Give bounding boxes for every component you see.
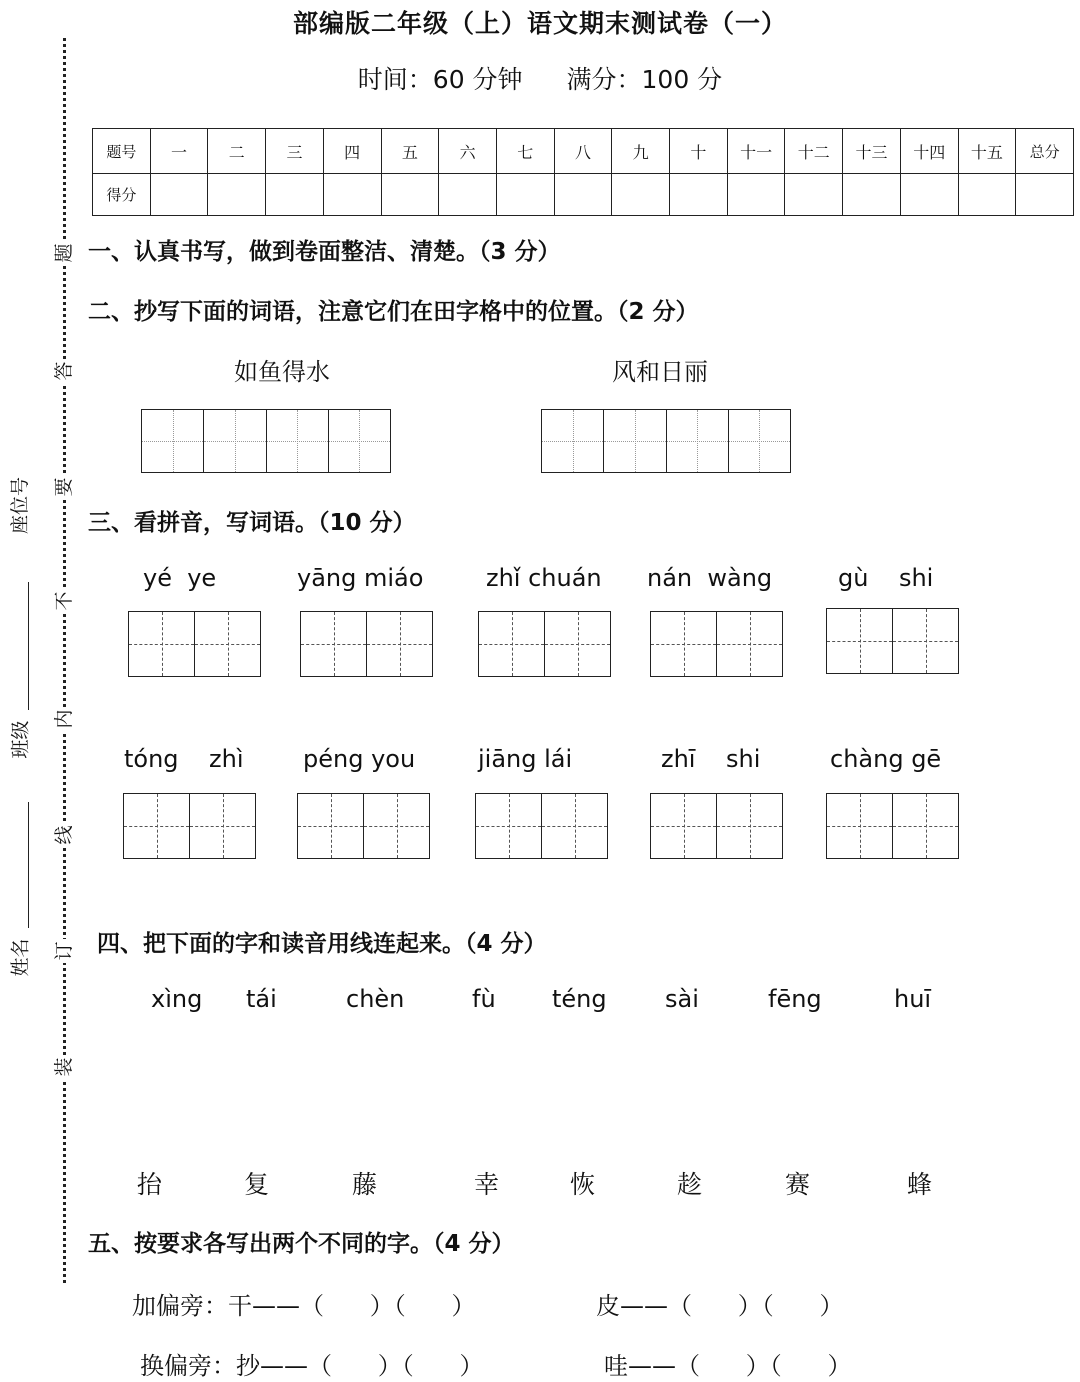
match-char[interactable]: 抬	[137, 1170, 163, 1199]
match-pinyin[interactable]: chèn	[346, 985, 405, 1013]
tianzi-grid[interactable]	[826, 793, 959, 859]
score-table-col: 六	[439, 129, 497, 174]
score-table-col: 四	[323, 129, 381, 174]
score-cell[interactable]	[1016, 174, 1074, 216]
tianzi-grid[interactable]	[478, 611, 611, 677]
section2-title: 二、抄写下面的词语，注意它们在田字格中的位置。（2 分）	[88, 299, 699, 325]
change-radical-row	[140, 1346, 484, 1381]
copy-word: 风和日丽	[612, 358, 708, 386]
tianzi-grid[interactable]	[297, 793, 430, 859]
match-pinyin[interactable]: fēng	[768, 985, 822, 1013]
score-cell[interactable]	[381, 174, 439, 216]
seat-number-label: 座位号	[9, 476, 32, 535]
grid-cell[interactable]	[195, 612, 260, 676]
score-cell[interactable]	[439, 174, 497, 216]
score-cell[interactable]	[612, 174, 670, 216]
match-char[interactable]: 复	[244, 1170, 270, 1199]
grid-cell[interactable]	[367, 612, 432, 676]
score-cell[interactable]	[266, 174, 324, 216]
pinyin-prompt: nán wàng	[647, 564, 773, 592]
page-title: 部编版二年级（上）语文期末测试卷（一）	[292, 9, 787, 38]
exam-time: 时间：60 分钟	[357, 65, 523, 94]
grid-cell[interactable]	[301, 612, 367, 676]
score-table	[92, 128, 1074, 216]
tianzi-grid[interactable]	[650, 611, 783, 677]
match-char[interactable]: 赛	[785, 1170, 811, 1199]
grid-cell[interactable]	[476, 794, 542, 858]
pinyin-prompt: gù shi	[838, 564, 934, 592]
score-table-col: 八	[554, 129, 612, 174]
match-pinyin[interactable]: sài	[665, 985, 699, 1013]
score-table-col: 二	[208, 129, 266, 174]
tianzi-grid[interactable]	[650, 793, 783, 859]
section3-title: 三、看拼音，写词语。（10 分）	[88, 510, 416, 536]
binding-char: 装	[53, 1055, 75, 1079]
score-table-col: 十四	[900, 129, 958, 174]
binding-dotted-line	[63, 38, 66, 1283]
grid-cell[interactable]	[651, 794, 717, 858]
binding-char: 内	[53, 707, 75, 731]
tianzi-grid[interactable]	[541, 409, 791, 473]
pinyin-prompt: zhī shi	[661, 745, 761, 773]
score-table-score-row	[93, 174, 1074, 216]
change-radical-item[interactable]: 抄——（ ）（ ）	[236, 1352, 484, 1380]
binding-char: 不	[53, 589, 75, 613]
pinyin-prompt: yé ye	[143, 564, 217, 592]
score-table-col: 十二	[785, 129, 843, 174]
pinyin-prompt: chàng gē	[830, 745, 942, 773]
score-cell[interactable]	[900, 174, 958, 216]
score-cell[interactable]	[208, 174, 266, 216]
class-label: 班级	[9, 720, 32, 759]
binding-char: 题	[53, 241, 75, 265]
score-table-row-label: 得分	[93, 174, 151, 216]
score-cell[interactable]	[958, 174, 1016, 216]
score-cell[interactable]	[843, 174, 901, 216]
grid-cell[interactable]	[827, 609, 893, 673]
grid-cell[interactable]	[204, 410, 266, 472]
tianzi-grid[interactable]	[123, 793, 256, 859]
score-table-header-row	[93, 129, 1074, 174]
match-char[interactable]: 幸	[474, 1170, 500, 1199]
binding-char: 要	[53, 475, 75, 499]
add-radical-row	[132, 1286, 476, 1321]
score-table-col: 九	[612, 129, 670, 174]
match-pinyin[interactable]: tái	[246, 985, 277, 1013]
score-table-col: 十一	[727, 129, 785, 174]
score-table-col: 十	[670, 129, 728, 174]
grid-cell[interactable]	[827, 794, 893, 858]
tianzi-grid[interactable]	[475, 793, 608, 859]
score-table-col: 十三	[843, 129, 901, 174]
class-line[interactable]	[28, 802, 29, 928]
pinyin-prompt: jiāng lái	[478, 745, 573, 773]
pinyin-prompt: tóng zhì	[124, 745, 244, 773]
grid-cell[interactable]	[604, 410, 666, 472]
score-cell[interactable]	[496, 174, 554, 216]
score-cell[interactable]	[785, 174, 843, 216]
match-pinyin[interactable]: fù	[472, 985, 496, 1013]
score-cell[interactable]	[150, 174, 208, 216]
score-table-col: 十五	[958, 129, 1016, 174]
score-table-col: 七	[496, 129, 554, 174]
score-table-col: 一	[150, 129, 208, 174]
grid-cell[interactable]	[542, 410, 604, 472]
score-table-row-label: 题号	[93, 129, 151, 174]
pinyin-prompt: zhǐ chuán	[486, 564, 602, 592]
grid-cell[interactable]	[729, 410, 790, 472]
section1-title: 一、认真书写，做到卷面整洁、清楚。（3 分）	[88, 239, 561, 265]
change-radical-label: 换偏旁：	[140, 1352, 236, 1380]
score-cell[interactable]	[323, 174, 381, 216]
grid-cell[interactable]	[893, 794, 958, 858]
section4-title: 四、把下面的字和读音用线连起来。（4 分）	[97, 931, 547, 957]
grid-cell[interactable]	[329, 410, 390, 472]
match-pinyin[interactable]: téng	[552, 985, 607, 1013]
grid-cell[interactable]	[717, 794, 782, 858]
grid-cell[interactable]	[717, 612, 782, 676]
grid-cell[interactable]	[651, 612, 717, 676]
score-table-col: 三	[266, 129, 324, 174]
tianzi-grid[interactable]	[141, 409, 391, 473]
tianzi-grid[interactable]	[826, 608, 959, 674]
pinyin-prompt: péng you	[303, 745, 416, 773]
score-table-col: 五	[381, 129, 439, 174]
binding-char: 订	[53, 939, 75, 963]
grid-cell[interactable]	[364, 794, 429, 858]
grid-cell[interactable]	[545, 612, 610, 676]
grid-cell[interactable]	[542, 794, 607, 858]
grid-cell[interactable]	[893, 609, 958, 673]
name-label: 姓名	[9, 938, 32, 977]
match-char[interactable]: 趁	[677, 1170, 703, 1199]
add-radical-item[interactable]: 皮——（ ）（ ）	[596, 1292, 844, 1320]
grid-cell[interactable]	[129, 612, 195, 676]
grid-cell[interactable]	[479, 612, 545, 676]
add-radical-item[interactable]: 干——（ ）（ ）	[228, 1292, 476, 1320]
score-cell[interactable]	[554, 174, 612, 216]
change-radical-item[interactable]: 哇——（ ）（ ）	[604, 1352, 852, 1380]
match-char[interactable]: 恢	[570, 1170, 596, 1199]
match-char[interactable]: 蜂	[907, 1170, 933, 1199]
seat-number-line[interactable]	[28, 582, 29, 710]
grid-cell[interactable]	[667, 410, 729, 472]
match-pinyin[interactable]: xìng	[151, 985, 203, 1013]
binding-char: 答	[53, 359, 75, 383]
binding-char: 线	[53, 823, 75, 847]
score-table-col: 总分	[1016, 129, 1074, 174]
score-cell[interactable]	[727, 174, 785, 216]
grid-cell[interactable]	[267, 410, 329, 472]
tianzi-grid[interactable]	[128, 611, 261, 677]
score-cell[interactable]	[670, 174, 728, 216]
grid-cell[interactable]	[124, 794, 190, 858]
grid-cell[interactable]	[142, 410, 204, 472]
section5-title: 五、按要求各写出两个不同的字。（4 分）	[88, 1231, 515, 1257]
tianzi-grid[interactable]	[300, 611, 433, 677]
pinyin-prompt: yāng miáo	[297, 564, 424, 592]
match-pinyin[interactable]: huī	[894, 985, 932, 1013]
add-radical-label: 加偏旁：	[132, 1292, 228, 1320]
match-char[interactable]: 藤	[352, 1170, 378, 1199]
grid-cell[interactable]	[190, 794, 255, 858]
grid-cell[interactable]	[298, 794, 364, 858]
copy-word: 如鱼得水	[234, 358, 330, 386]
exam-info	[0, 60, 1080, 96]
exam-full-score: 满分：100 分	[566, 65, 723, 94]
